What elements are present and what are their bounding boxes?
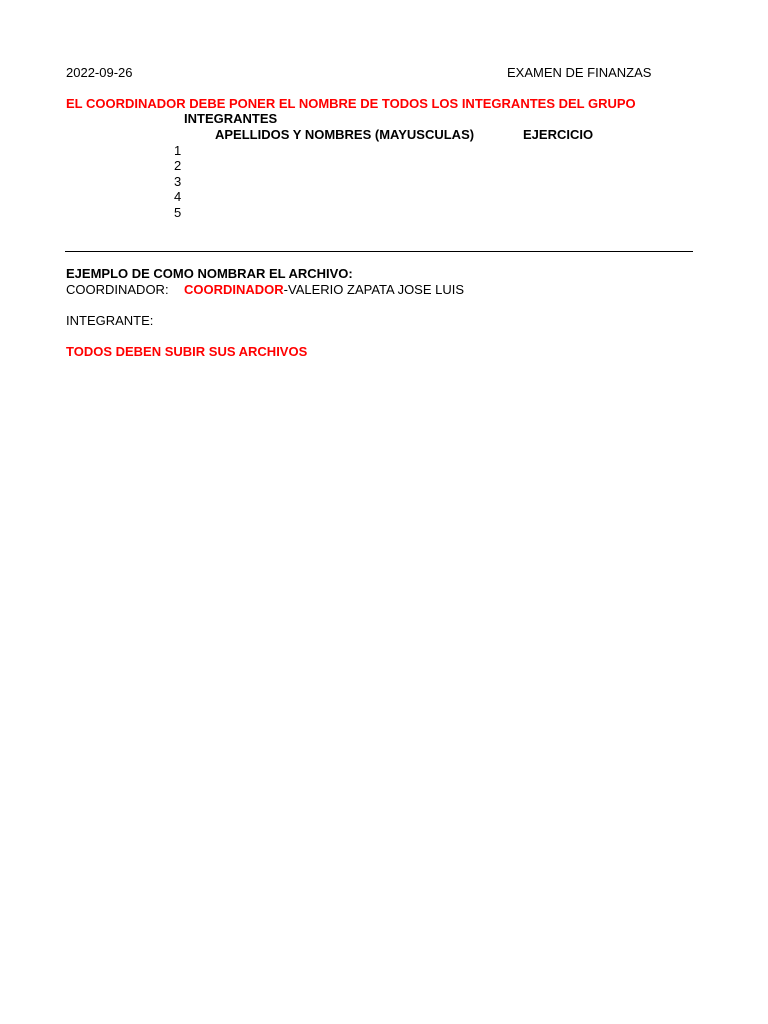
member-row-number: 4 bbox=[174, 189, 182, 204]
exercise-column-header: EJERCICIO bbox=[523, 127, 594, 142]
upload-reminder: TODOS DEBEN SUBIR SUS ARCHIVOS bbox=[66, 344, 308, 359]
section-divider bbox=[65, 251, 693, 252]
exam-title: EXAMEN DE FINANZAS bbox=[507, 65, 652, 80]
coordinator-example-name: -VALERIO ZAPATA JOSE LUIS bbox=[283, 282, 465, 297]
member-row-number: 2 bbox=[174, 158, 182, 173]
member-row-number: 5 bbox=[174, 205, 182, 220]
exam-date: 2022-09-26 bbox=[66, 65, 133, 80]
names-column-header: APELLIDOS Y NOMBRES (MAYUSCULAS) bbox=[215, 127, 475, 142]
member-row-number: 3 bbox=[174, 174, 182, 189]
coordinator-prefix: COORDINADOR bbox=[184, 282, 284, 297]
coordinator-example-filename bbox=[184, 282, 464, 297]
members-section-label: INTEGRANTES bbox=[184, 111, 278, 126]
file-naming-example-heading: EJEMPLO DE COMO NOMBRAR EL ARCHIVO: bbox=[66, 266, 353, 281]
coordinator-instruction: EL COORDINADOR DEBE PONER EL NOMBRE DE TODOS LOS INTEGRANTES DEL GRUPO bbox=[66, 96, 636, 111]
coordinator-label: COORDINADOR: bbox=[66, 282, 169, 297]
member-label: INTEGRANTE: bbox=[66, 313, 154, 328]
member-row-number: 1 bbox=[174, 143, 182, 158]
